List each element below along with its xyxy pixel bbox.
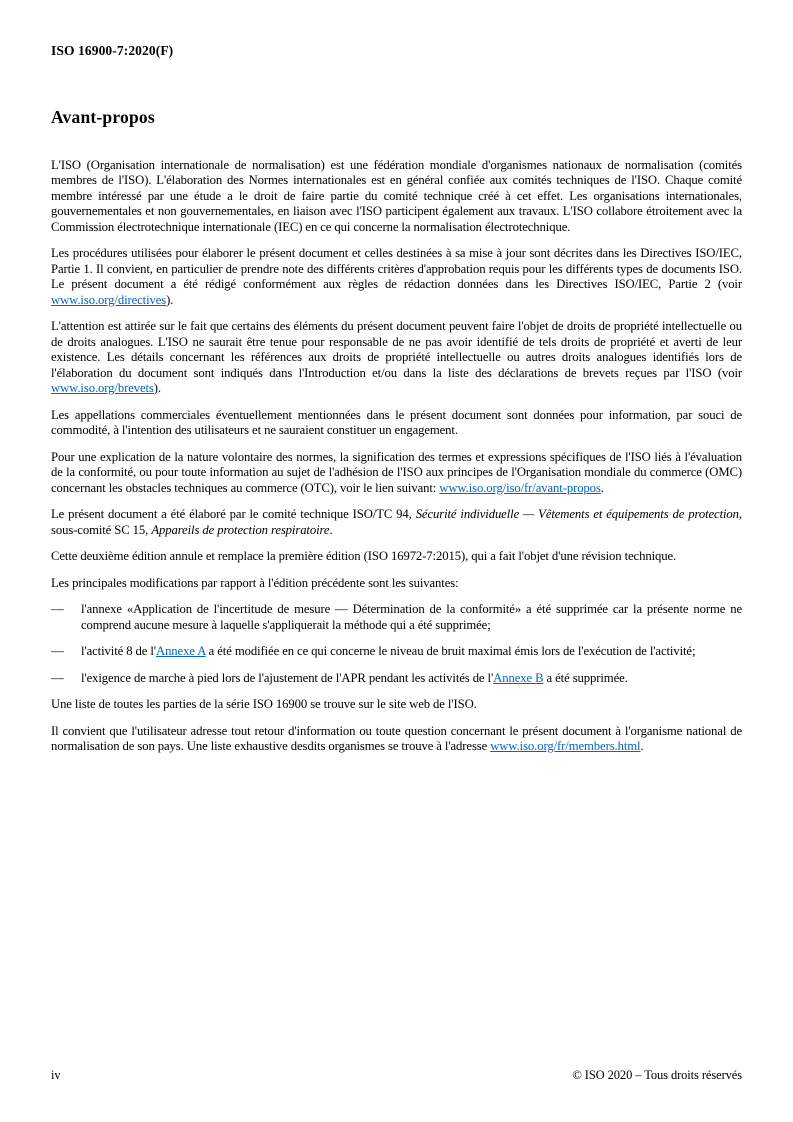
paragraph-text: ). xyxy=(153,381,161,396)
paragraph-text: Il convient que l'utilisateur adresse tout retour d'information ou toute question concernant le présent document à l'organisme national de normalisation de son pays. Une liste exhaustive desdits organismes se trouve à l'adresse xyxy=(51,723,742,754)
paragraph-modifications-intro xyxy=(51,576,742,591)
list-item-text xyxy=(81,602,742,633)
document-reference: ISO 16900-7:2020(F) xyxy=(51,43,174,58)
subcommittee-title-italic: Appareils de protection respiratoire xyxy=(151,522,330,537)
paragraph-committee xyxy=(51,507,742,538)
paragraph-text: , sous-comité SC 15, xyxy=(51,507,742,537)
paragraph-procedures xyxy=(51,246,742,308)
link-annexe-a[interactable]: Annexe A xyxy=(156,644,206,659)
link-iso-directives[interactable]: www.iso.org/directives xyxy=(51,292,167,307)
paragraph-text: l'annexe «Application de l'incertitude de mesure — Détermination de la conformité» a été supprimée car la présente norme ne comprend aucune mesure à laquelle s'appliquerait la méthode qui a été supprimée; xyxy=(81,602,742,632)
paragraph-text: . xyxy=(329,522,333,537)
paragraph-intellectual-property xyxy=(51,319,742,396)
list-dash: — xyxy=(51,602,64,617)
paragraph-text: Les principales modifications par rapport à l'édition précédente sont les suivantes: xyxy=(51,575,459,590)
paragraph-edition xyxy=(51,549,742,564)
page-footer xyxy=(51,1068,742,1083)
link-annexe-b[interactable]: Annexe B xyxy=(493,670,544,685)
paragraph-text: Cette deuxième édition annule et remplace la première édition (ISO 16972-7:2015), qui a fait l'objet d'une révision technique. xyxy=(51,549,677,564)
paragraph-text: Les procédures utilisées pour élaborer le présent document et celles destinées à sa mise à jour sont décrites dans les Directives ISO/IEC, Partie 1. Il convient, en particulier de prendre note des différents critères d'approbation requis pour les différents types de documents ISO. Le présent document a été rédigé conformément aux règles de rédaction données dans les Directives ISO/IEC, Partie 2 (voir xyxy=(51,246,742,292)
paragraph-text: Les appellations commerciales éventuellement mentionnées dans le présent document sont données pour information, par souci de commodité, à l'intention des utilisateurs et ne sauraient constituer un engagement. xyxy=(51,407,742,438)
paragraph-text: L'ISO (Organisation internationale de normalisation) est une fédération mondiale d'organismes nationaux de normalisation (comités membres de l'ISO). L'élaboration des Normes internationales est en général confiée aux comités techniques de l'ISO. Chaque comité membre intéressé par une étude a le droit de faire partie du comité technique créé à cet effet. Les organisations internationales, gouvernementales et non gouvernementales, en liaison avec l'ISO participent également aux travaux. L'ISO collabore étroitement avec la Commission électrotechnique internationale (IEC) en ce qui concerne la normalisation électrotechnique. xyxy=(51,158,742,234)
paragraph-text: a été supprimée. xyxy=(543,670,628,685)
list-item-marche-a-pied xyxy=(51,671,742,686)
list-dash: — xyxy=(51,644,64,659)
page-number: iv xyxy=(51,1068,61,1082)
list-item-activite-8 xyxy=(51,644,742,659)
paragraph-text: l'activité 8 de l' xyxy=(81,644,156,659)
list-item-text xyxy=(81,644,742,659)
paragraph-text: ). xyxy=(166,292,174,307)
list-item-text xyxy=(81,671,742,686)
paragraph-text: l'exigence de marche à pied lors de l'ajustement de l'APR pendant les activités de l' xyxy=(81,670,494,685)
paragraph-retour-information xyxy=(51,724,742,755)
list-item-annexe-supprimee xyxy=(51,602,742,633)
page-title: Avant-propos xyxy=(51,107,155,127)
paragraph-trade-names xyxy=(51,408,742,439)
list-dash: — xyxy=(51,670,64,685)
paragraph-text: Une liste de toutes les parties de la série ISO 16900 se trouve sur le site web de l'ISO. xyxy=(51,697,477,712)
committee-title-italic: Sécurité individuelle — Vêtements et équipements de protection xyxy=(415,507,739,522)
paragraph-text: L'attention est attirée sur le fait que certains des éléments du présent document peuvent faire l'objet de droits de propriété intellectuelle ou de droits analogues. L'ISO ne saurait être tenue pour responsable de ne pas avoir identifié de tels droits de propriété et averti de leur existence. Les détails concernant les références aux droits de propriété intellectuelle ou autres droits analogues identifiés lors de l'élaboration du document sont indiqués dans l'Introduction et/ou dans la liste des déclarations de brevets reçues par l'ISO (voir xyxy=(51,319,742,380)
paragraph-text: a été modifiée en ce qui concerne le niveau de bruit maximal émis lors de l'exécution de l'activité; xyxy=(205,644,696,659)
link-members[interactable]: www.iso.org/fr/members.html xyxy=(490,739,641,754)
paragraph-text: Pour une explication de la nature volontaire des normes, la signification des termes et expressions spécifiques de l'ISO liés à l'évaluation de la conformité, ou pour toute information au sujet de l'adhésion de l'ISO aux principes de l'Organisation mondiale du commerce (OMC) concernant les obstacles techniques au commerce (OTC), voir le lien suivant: xyxy=(51,449,742,495)
paragraph-text: . xyxy=(640,739,644,754)
paragraph-iso-description xyxy=(51,158,742,235)
paragraph-voluntary-nature xyxy=(51,450,742,496)
link-avant-propos[interactable]: www.iso.org/iso/fr/avant-propos xyxy=(439,480,601,495)
link-iso-brevets[interactable]: www.iso.org/brevets xyxy=(51,381,154,396)
paragraph-text: . xyxy=(600,480,604,495)
paragraph-liste-parties xyxy=(51,697,742,712)
copyright-notice: © ISO 2020 – Tous droits réservés xyxy=(572,1068,742,1082)
paragraph-text: Le présent document a été élaboré par le comité technique ISO/TC 94, xyxy=(51,507,416,522)
